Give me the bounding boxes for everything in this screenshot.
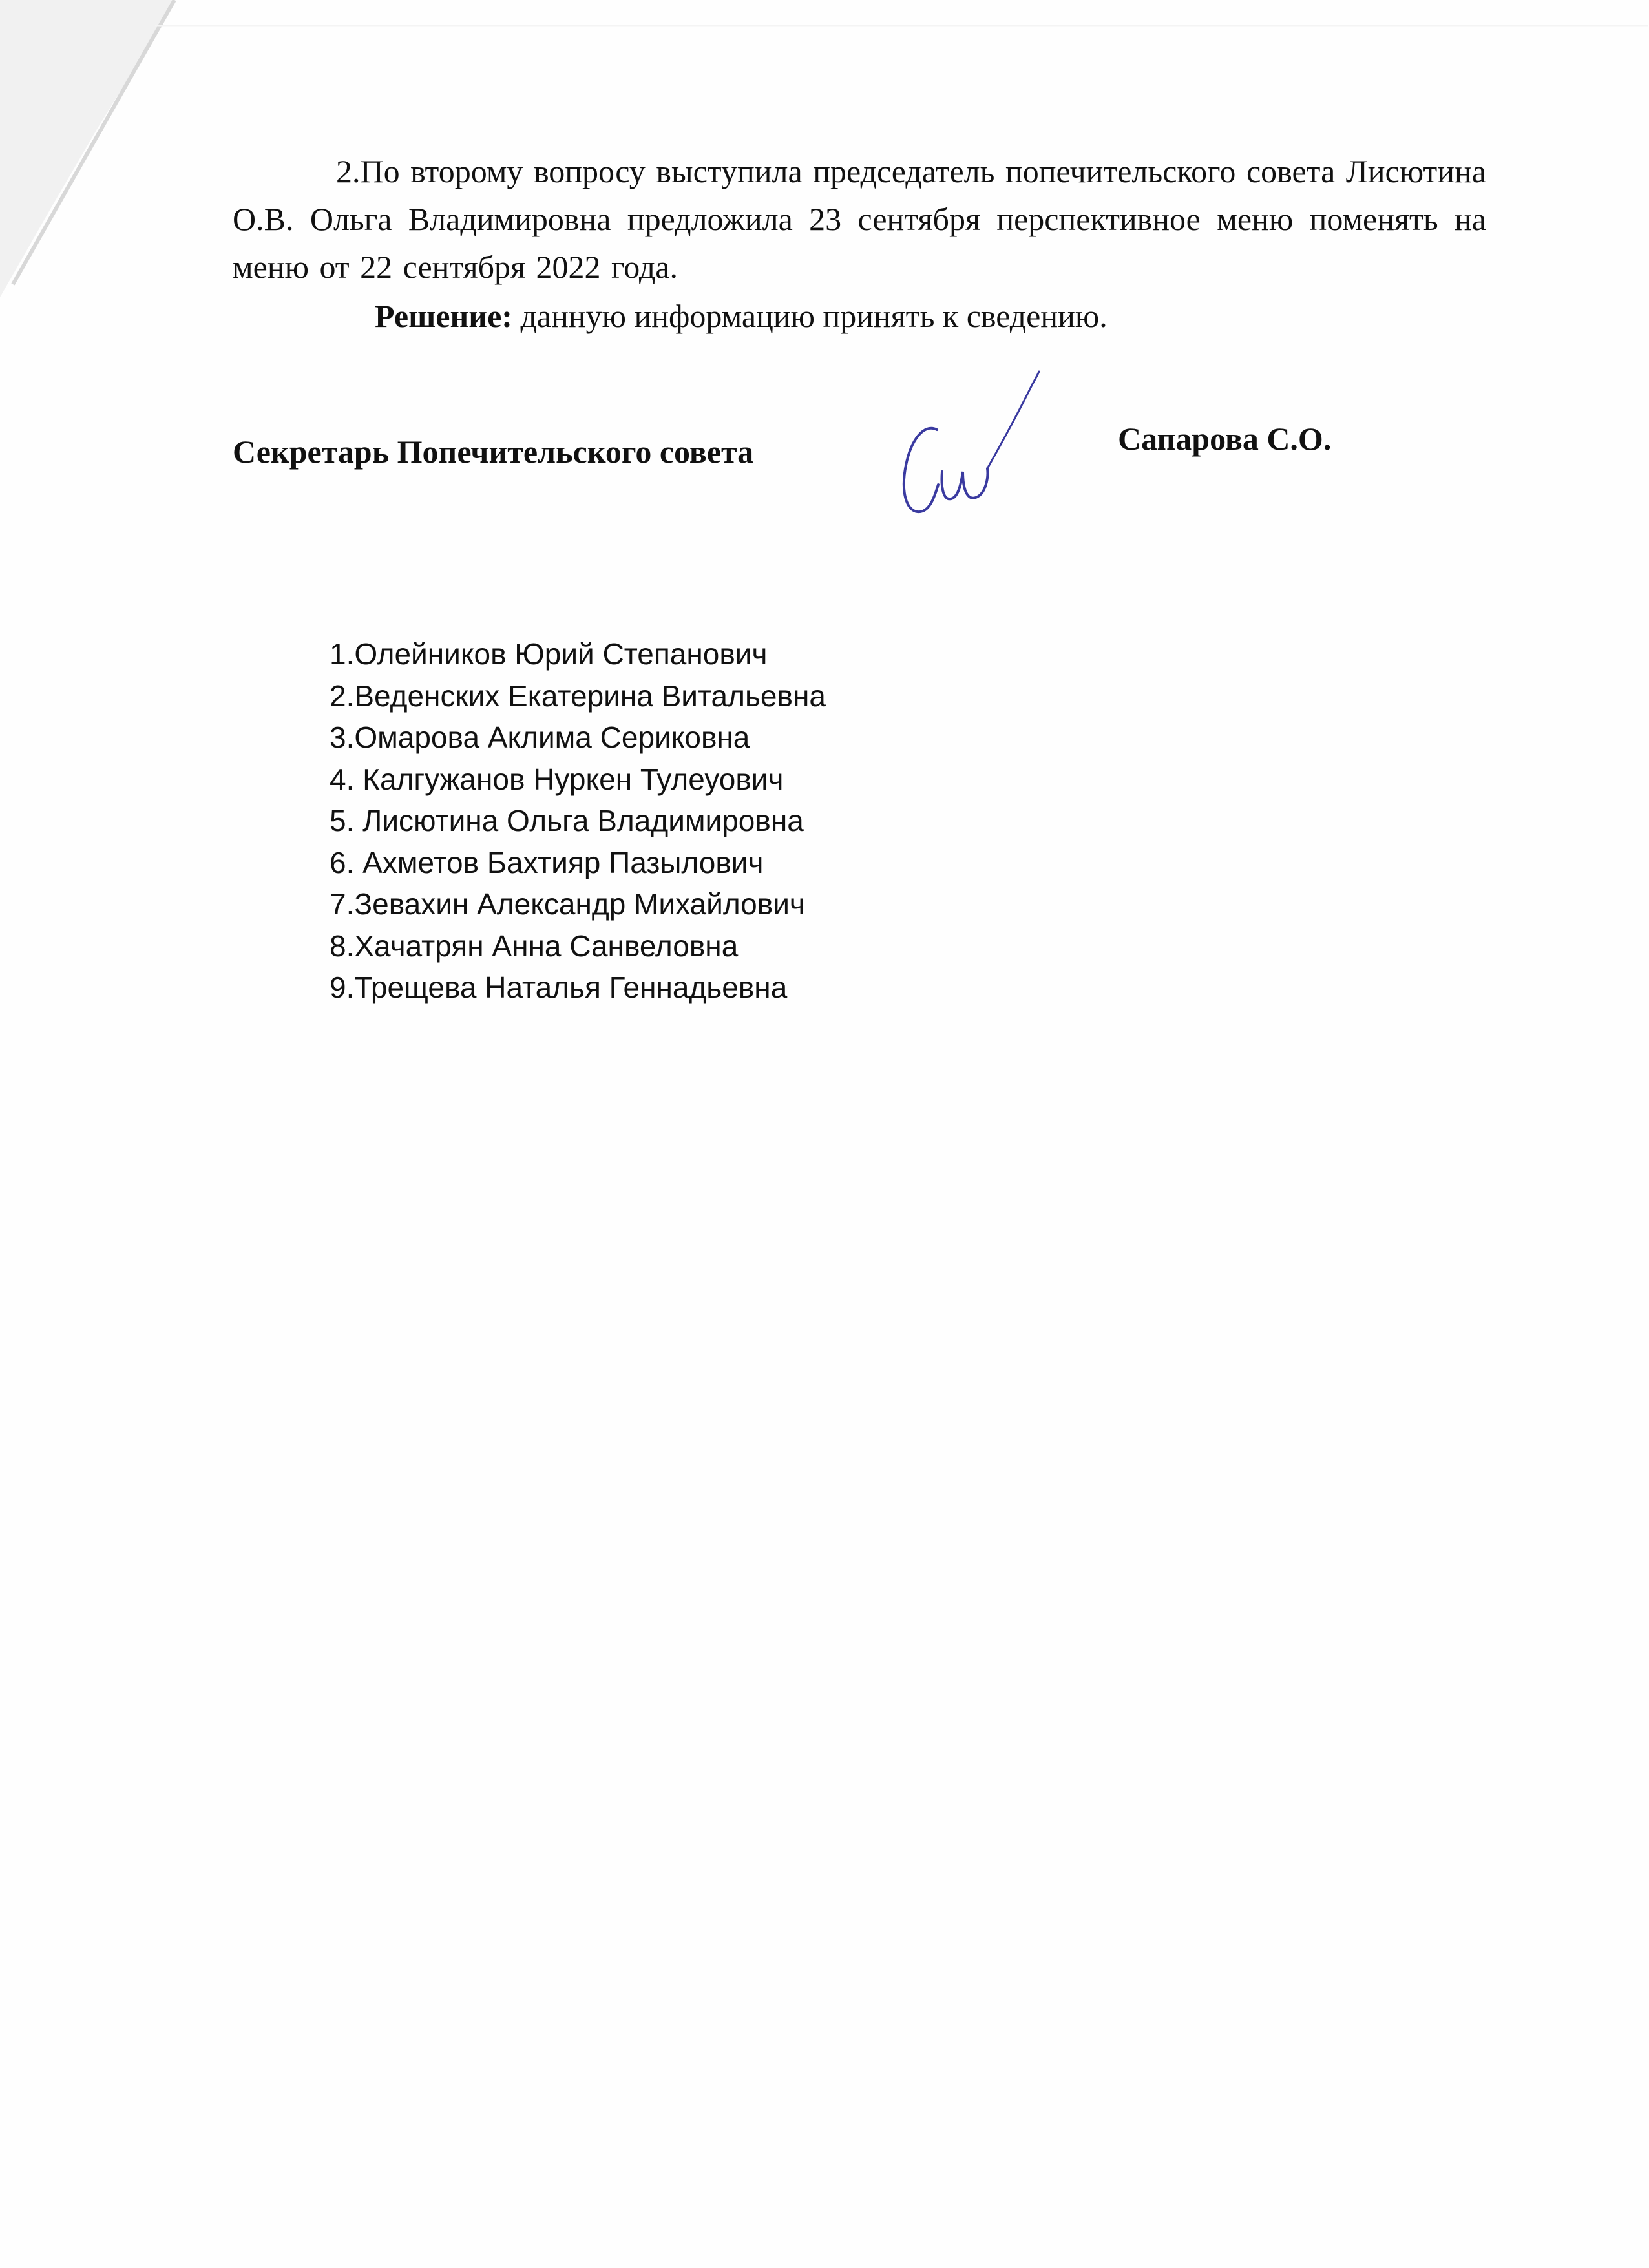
agenda-item-paragraph: 2.По второму вопросу выступила председатель попечительского совета Лисютина О.В. Ольга Владимировна предложила 23 сентября перспективное меню поменять на меню от 22 сентября 2022 года. xyxy=(233,153,1486,285)
member-item: 5. Лисютина Ольга Владимировна xyxy=(330,804,804,837)
signature-row xyxy=(0,420,1649,549)
member-item: 8.Хачатрян Анна Санвеловна xyxy=(330,929,739,963)
member-item: 4. Калгужанов Нуркен Тулеуович xyxy=(330,762,784,796)
decision-text: данную информацию принять к сведению. xyxy=(512,298,1108,334)
decision-line xyxy=(375,292,1108,340)
member-item: 1.Олейников Юрий Степанович xyxy=(330,637,768,671)
member-item: 2.Веденских Екатерина Витальевна xyxy=(330,678,826,713)
member-item: 7.Зевахин Александр Михайлович xyxy=(330,887,805,921)
secretary-role: Секретарь Попечительского совета xyxy=(233,434,754,470)
member-item: 6. Ахметов Бахтияр Пазылович xyxy=(330,845,764,879)
member-item: 3.Омарова Аклима Сериковна xyxy=(330,720,750,754)
secretary-name: Сапарова С.О. xyxy=(1118,421,1332,457)
decision-label: Решение: xyxy=(375,298,512,334)
member-item: 9.Трещева Наталья Геннадьевна xyxy=(330,971,788,1004)
handwritten-signature xyxy=(892,362,1060,530)
members-list xyxy=(330,633,826,1009)
